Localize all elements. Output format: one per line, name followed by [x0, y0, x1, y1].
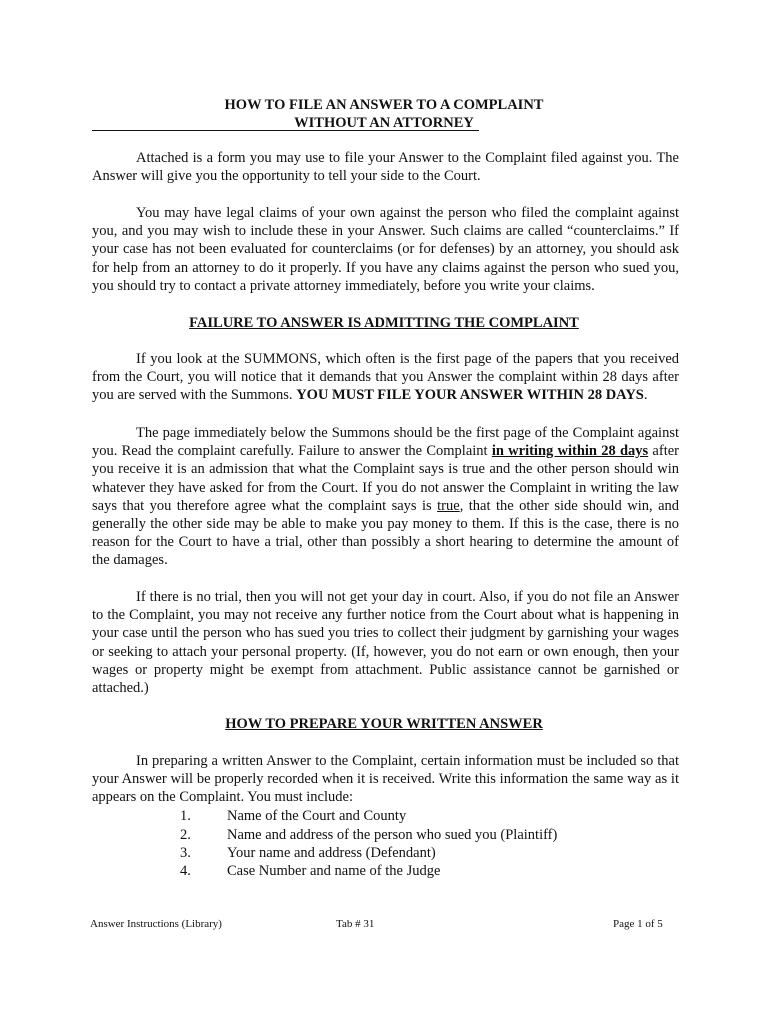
complaint-text-a: The page immediately below the Summons should be the first page of the Complaint against you. Read the complaint carefully. Failure to answer the Complaint — [92, 425, 679, 460]
list-number: 2. — [180, 827, 191, 843]
complaint-text-c: , that the other side should win, and generally the other side may be able to make you pay money to them. If this is the case, there is no reason for the Court to have a trial, other than possibly a short hearing to determine the amount of the damages. — [92, 497, 680, 569]
complaint-text-b: after you receive it is an admission that what the Complaint says is true and the other person should win whatever they have asked for from the Court. If you do not answer the Complaint in writing the law says that you therefore agree what the complaint says is — [92, 443, 679, 514]
title-underline — [92, 130, 479, 131]
summons-emphasis: YOU MUST FILE YOUR ANSWER WITHIN 28 DAYS — [296, 387, 644, 404]
paragraph-no-trial: If there is no trial, then you will not get your day in court. Also, if you do not file an Answer to the Complaint, you may not receive any further notice from the Court about what is happening in your case until the person who has sued you tries to collect their judgment by garnishing your wages or seeking to attach your personal property. (If, however, you do not earn or own enough, then your wages or property might be exempt from attachment. Public assistance cannot be garnished or attached.) — [92, 589, 679, 697]
heading-failure-text: FAILURE TO ANSWER IS ADMITTING THE COMPLAINT — [189, 315, 579, 331]
heading-failure-to-answer — [0, 315, 768, 332]
footer-left: Answer Instructions (Library) — [90, 918, 222, 930]
title-line-1: HOW TO FILE AN ANSWER TO A COMPLAINT — [224, 97, 544, 113]
list-text: Your name and address (Defendant) — [227, 845, 436, 861]
list-text: Name and address of the person who sued you (Plaintiff) — [227, 827, 558, 843]
paragraph-preparing: In preparing a written Answer to the Complaint, certain information must be included so that your Answer will be properly recorded when it is received. Write this information the same way as it appears on the Complaint. You must include: — [92, 753, 679, 806]
list-text: Name of the Court and County — [227, 808, 407, 824]
list-number: 1. — [180, 808, 191, 824]
paragraph-counterclaims: You may have legal claims of your own against the person who filed the complaint against you, and you may wish to include these in your Answer. Such claims are called “counterclaims.” If your case has not been evaluated for counterclaims (or for defenses) by an attorney, you should ask for help from an attorney to do it properly. If you have any claims against the person who sued you, you should try to contact a private attorney immediately, before you write your claims. — [92, 205, 679, 294]
complaint-emphasis: in writing within 28 days — [491, 443, 649, 460]
paragraph-intro: Attached is a form you may use to file your Answer to the Complaint filed against you. The Answer will give you the opportunity to tell your side to the Court. — [92, 150, 679, 185]
summons-text: If you look at the SUMMONS, which often is the first page of the papers that you received from the Court, you will notice that it demands that you Answer the complaint within 28 days after you are served with the Summons. — [92, 351, 679, 404]
list-number: 3. — [180, 845, 191, 861]
list-text: Case Number and name of the Judge — [227, 863, 441, 879]
complaint-true: true — [437, 497, 460, 514]
paragraph-summons — [92, 350, 679, 405]
summons-end: . — [643, 387, 648, 404]
footer-center: Tab # 31 — [336, 918, 375, 930]
heading-prepare-answer — [0, 716, 768, 733]
title-line-2: WITHOUT AN ATTORNEY — [294, 115, 474, 131]
paragraph-complaint — [92, 424, 679, 570]
heading-prepare-text: HOW TO PREPARE YOUR WRITTEN ANSWER — [225, 716, 543, 732]
list-number: 4. — [180, 863, 191, 879]
footer-page-number: Page 1 of 5 — [613, 918, 663, 930]
